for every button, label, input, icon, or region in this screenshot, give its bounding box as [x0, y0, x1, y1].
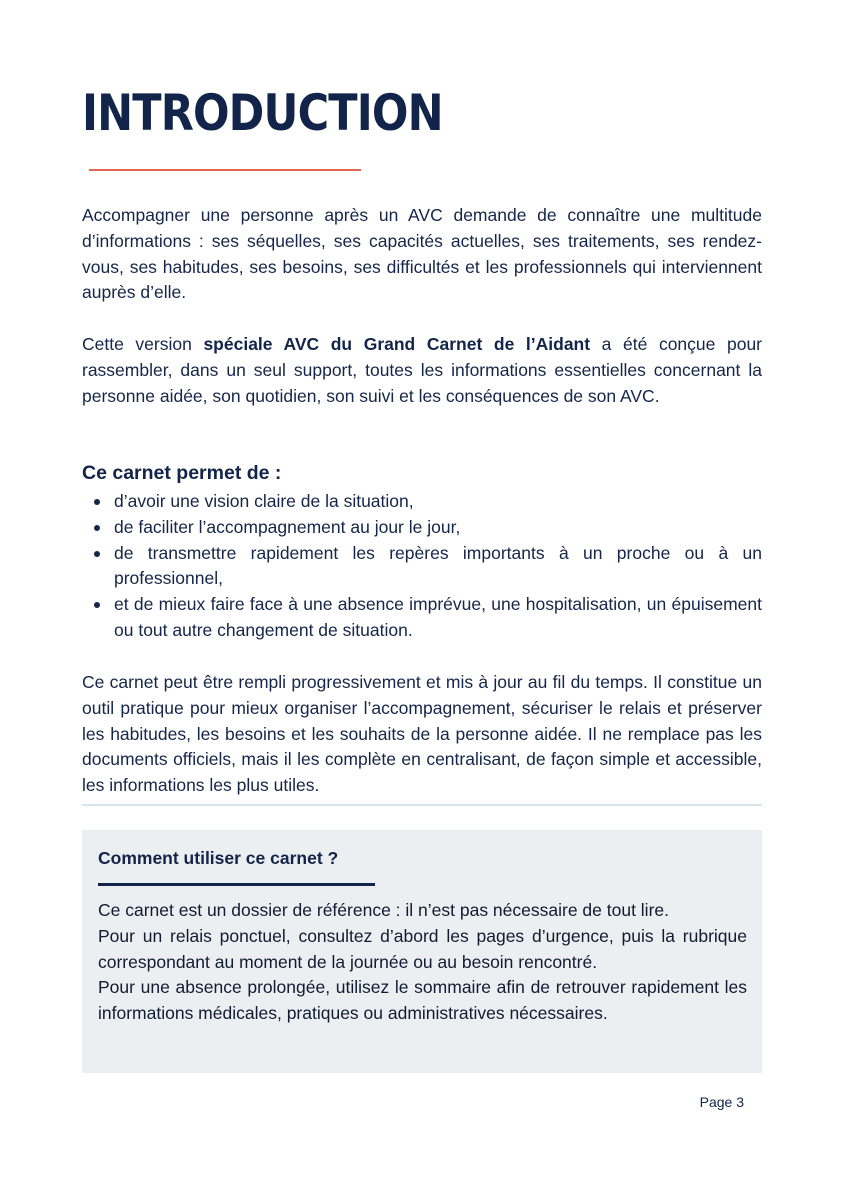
- title-underline: [89, 169, 361, 171]
- purpose-list: [82, 489, 762, 644]
- callout-title: Comment utiliser ce carnet ?: [98, 848, 339, 868]
- list-item-text: d’avoir une vision claire de la situation,: [114, 491, 414, 511]
- version-paragraph: [82, 332, 762, 409]
- version-paragraph-emphasis: spéciale AVC du Grand Carnet de l’Aidant: [203, 334, 591, 354]
- how-to-use-callout: [82, 830, 762, 1073]
- list-item: [82, 592, 762, 644]
- list-item: [82, 515, 762, 541]
- section-divider: [82, 804, 762, 806]
- callout-line: Pour une absence prolongée, utilisez le sommaire afin de retrouver rapidement les informations médicales, pratiques ou administratives nécessaires.: [98, 977, 747, 1024]
- callout-underline: [98, 883, 375, 886]
- callout-line: Ce carnet est un dossier de référence : il n’est pas nécessaire de tout lire.: [98, 900, 669, 920]
- list-item-text: de transmettre rapidement les repères importants à un proche ou à un professionnel,: [114, 542, 762, 589]
- version-paragraph-end: a été conçue pour rassembler, dans un seul support, toutes les informations essentielles concernant la personne aidée, son quotidien, son suivi et les conséquences de son AVC.: [82, 334, 763, 406]
- bullet-icon: [94, 499, 100, 505]
- intro-paragraph: Accompagner une personne après un AVC demande de connaître une multitude d’informations : ses séquelles, ses capacités actuelles, ses traitements, ses rendez-vous, ses habitudes, ses besoins, ses difficultés et les professionnels qui interviennent auprès d’elle.: [82, 205, 762, 303]
- list-item: [82, 489, 762, 515]
- version-paragraph-start: Cette version: [82, 334, 204, 354]
- list-item-text: et de mieux faire face à une absence imprévue, une hospitalisation, un épuisement ou tout autre changement de situation.: [114, 594, 762, 640]
- usage-paragraph: Ce carnet peut être rempli progressivement et mis à jour au fil du temps. Il constitue un outil pratique pour mieux organiser l’accompagnement, sécuriser le relais et préserver les habitudes, les besoins et les souhaits de la personne aidée. Il ne remplace pas les documents officiels, mais il les complète en centralisant, de façon simple et accessible, les informations les plus utiles.: [82, 672, 762, 796]
- list-item: [82, 541, 762, 593]
- callout-line: Pour un relais ponctuel, consultez d’abord les pages d’urgence, puis la rubrique correspondant au moment de la journée ou au besoin rencontré.: [98, 925, 747, 972]
- page-title: INTRODUCTION: [82, 84, 443, 142]
- bullet-icon: [94, 602, 100, 608]
- page-number: Page 3: [699, 1094, 744, 1110]
- bullet-icon: [94, 525, 100, 531]
- list-heading: Ce carnet permet de :: [82, 462, 282, 484]
- bullet-icon: [94, 551, 100, 557]
- callout-text: [98, 898, 747, 1027]
- list-item-text: de faciliter l’accompagnement au jour le jour,: [114, 516, 461, 537]
